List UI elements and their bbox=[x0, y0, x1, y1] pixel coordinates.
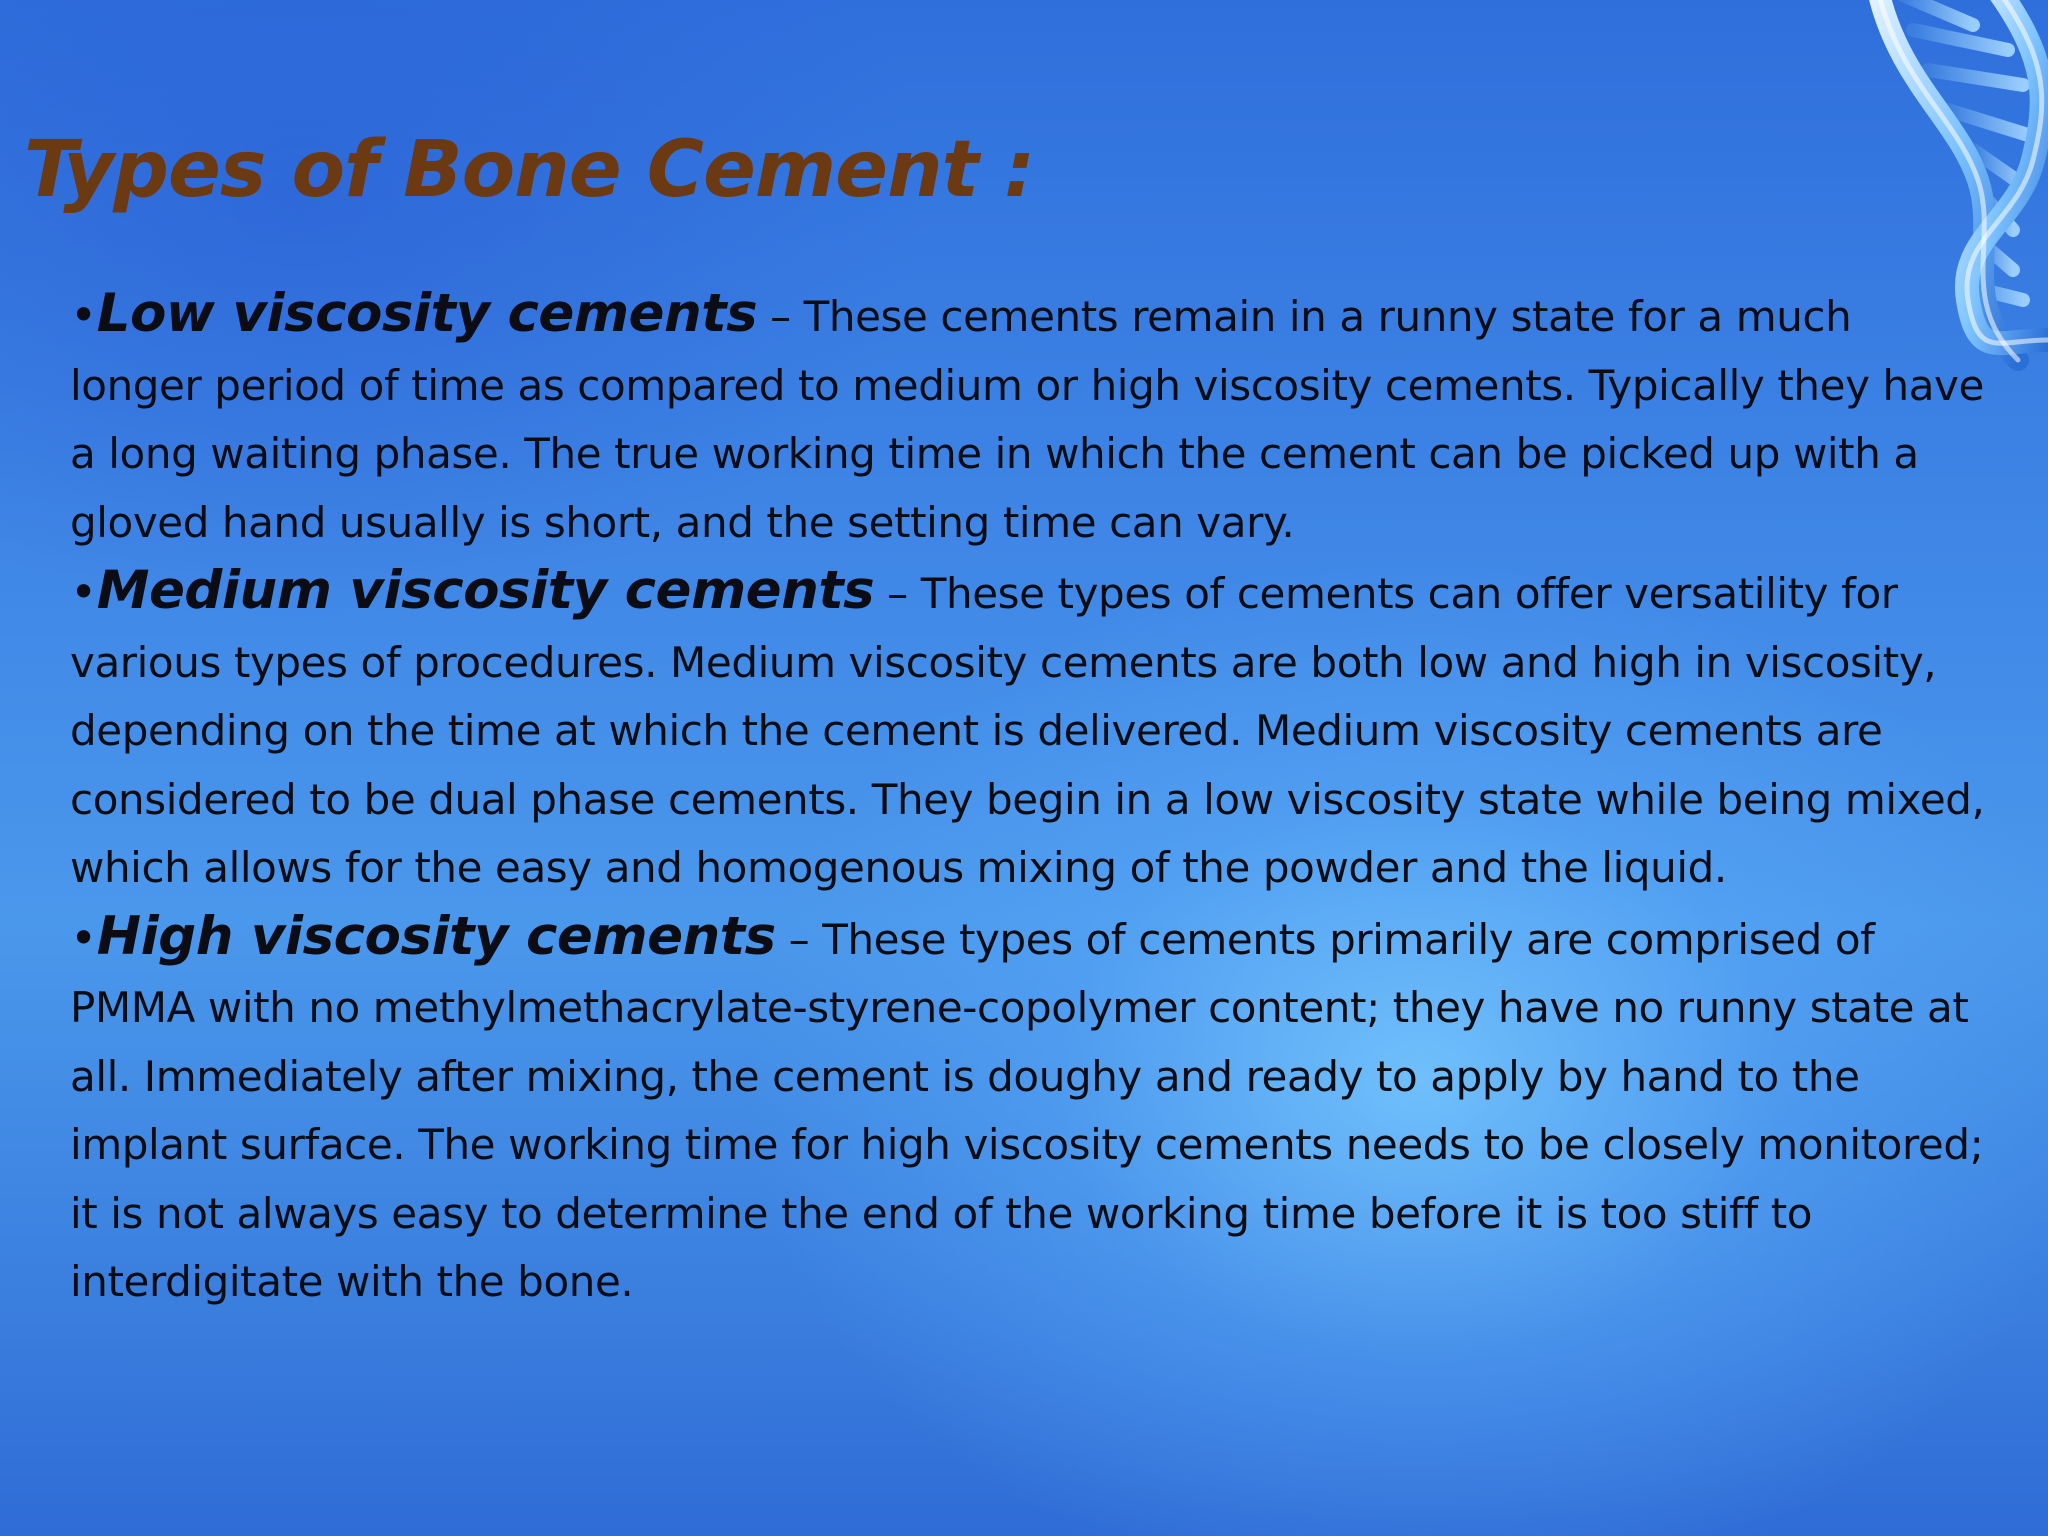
slide-title: Types of Bone Cement : bbox=[24, 125, 1035, 215]
bullet-dash: – bbox=[757, 292, 804, 341]
bullet-list bbox=[70, 280, 1990, 1317]
bullet-item-high-viscosity bbox=[70, 903, 1990, 1317]
bullet-term: Medium viscosity cements bbox=[96, 560, 875, 621]
bullet-marker: • bbox=[70, 288, 97, 342]
bullet-item-low-viscosity bbox=[70, 280, 1990, 557]
bullet-text: These types of cements primarily are comprised of PMMA with no methylmethacrylate-styrene-copolymer content; they have no runny state at all. Immediately after mixing, the cement is doughy and ready to apply by hand to the implant surface. The working time for high viscosity cements needs to be closely monitored; it is not always easy to determine the end of the working time before it is too stiff to interdigitate with the bone. bbox=[70, 914, 1984, 1306]
bullet-dash: – bbox=[874, 569, 921, 618]
bullet-term: High viscosity cements bbox=[96, 905, 776, 967]
bullet-text: These cements remain in a runny state for a much longer period of time as compared to medium or high viscosity cements. Typically they have a long waiting phase. The true working time in which the cement can be picked up with a gloved hand usually is short, and the setting time can vary. bbox=[70, 292, 1984, 547]
bullet-marker: • bbox=[70, 565, 97, 619]
bullet-term: Low viscosity cements bbox=[96, 283, 758, 344]
bullet-item-medium-viscosity bbox=[70, 557, 1990, 903]
bullet-dash: – bbox=[775, 914, 823, 964]
bullet-marker: • bbox=[70, 910, 97, 965]
bullet-text: These types of cements can offer versatility for various types of procedures. Medium viscosity cements are both low and high in viscosity, depending on the time at which the cement is delivered. Medium viscosity cements are considered to be dual phase cements. They begin in a low viscosity state while being mixed, which allows for the easy and homogenous mixing of the powder and the liquid. bbox=[70, 569, 1985, 892]
